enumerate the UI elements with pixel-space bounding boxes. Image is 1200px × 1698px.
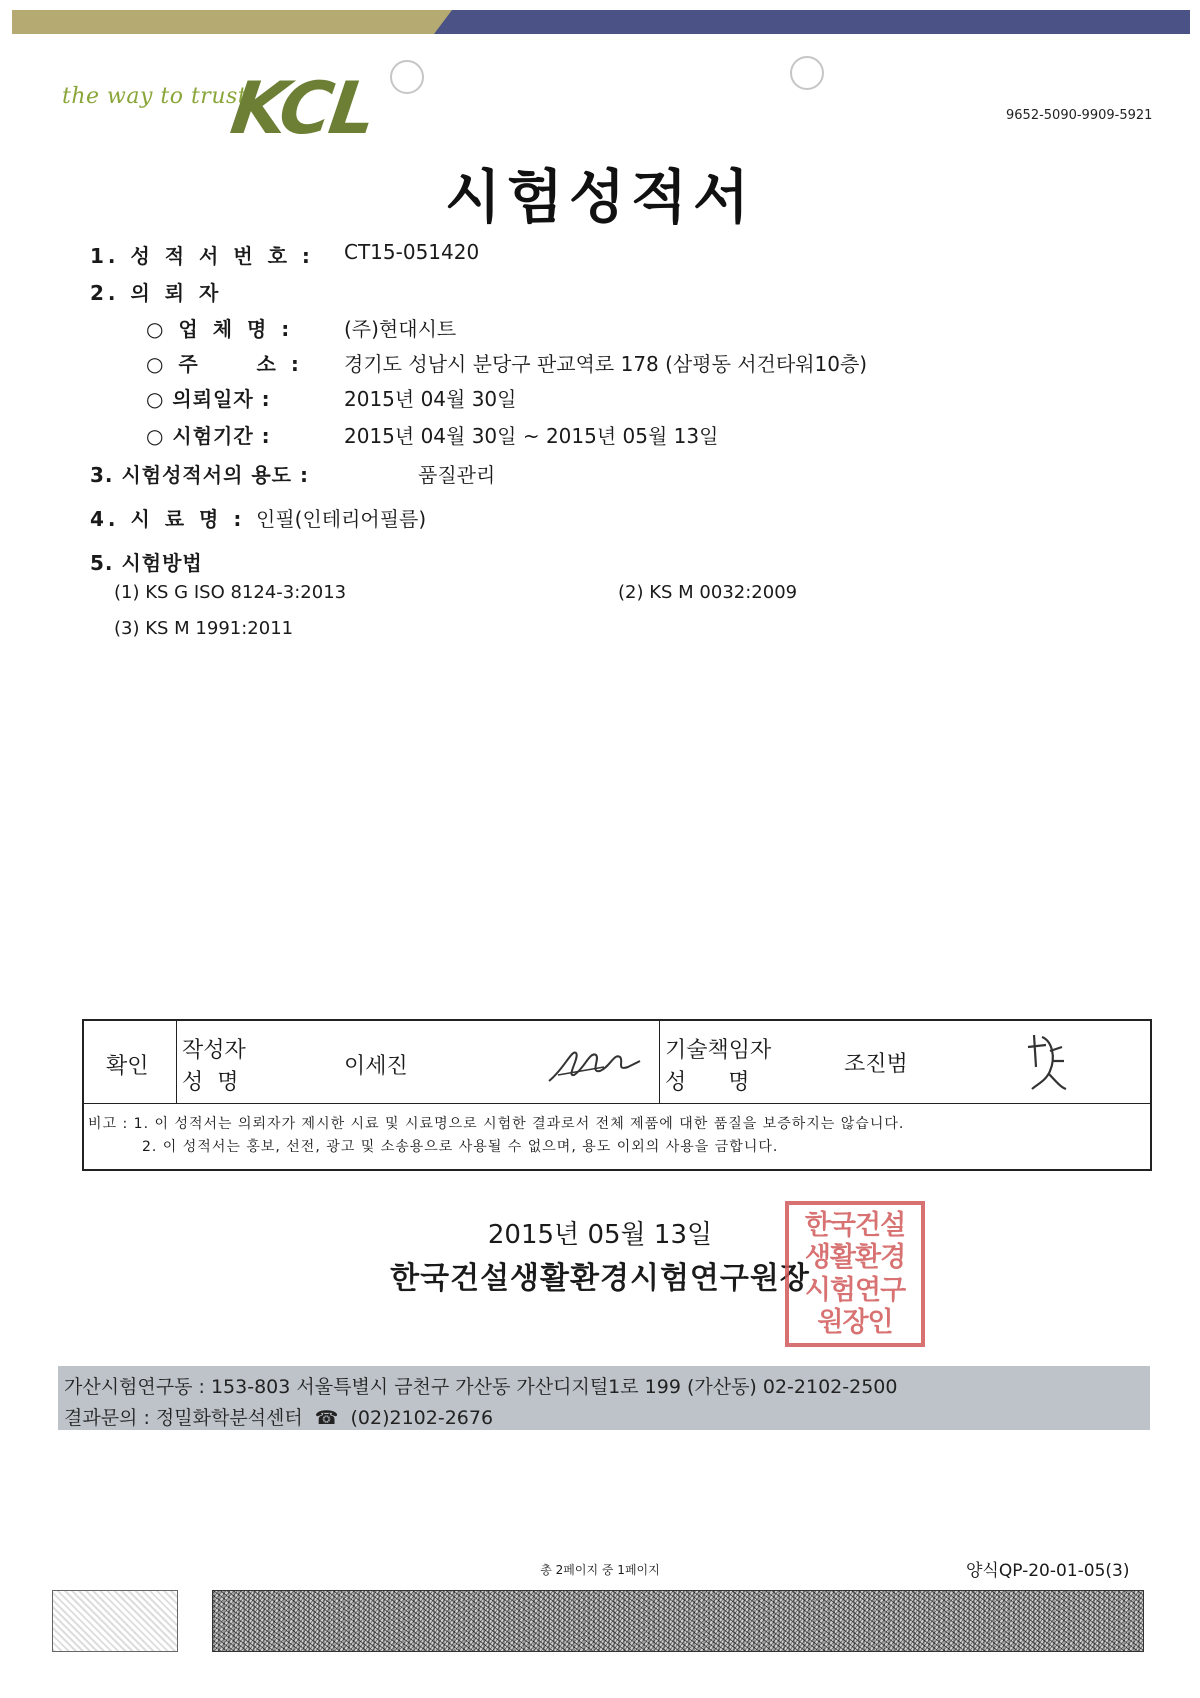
signature-row xyxy=(84,1021,1150,1104)
report-no-label: 1. 성 적 서 번 호 : xyxy=(90,244,314,268)
client-label: 2. 의 뢰 자 xyxy=(90,281,223,305)
phone-icon: ☎ xyxy=(314,1407,339,1429)
page-info: 총 2페이지 중 1페이지 xyxy=(540,1563,660,1577)
method-label: 5. 시험방법 xyxy=(90,551,203,575)
tech-role: 기술책임자 xyxy=(665,1038,772,1063)
test-period-value: 2015년 04월 30일 ~ 2015년 05월 13일 xyxy=(344,424,719,448)
writer-name-label: 성 명 xyxy=(182,1070,239,1095)
company-value: (주)현대시트 xyxy=(344,317,457,341)
contact-label: 결과문의 : 정밀화학분석센터 xyxy=(64,1407,303,1429)
top-color-bar xyxy=(12,10,1190,34)
tagline: the way to trust xyxy=(62,84,248,109)
signature-table xyxy=(82,1019,1152,1171)
writer-role: 작성자 xyxy=(182,1038,246,1063)
document-id: 9652-5090-9909-5921 xyxy=(1006,108,1153,123)
security-pattern-small xyxy=(52,1590,178,1652)
top-bar-right xyxy=(434,10,1190,34)
report-no-value: CT15-051420 xyxy=(344,240,480,264)
company-label: ○ 업 체 명 : xyxy=(146,317,294,341)
test-period-label: ○ 시험기간 : xyxy=(146,424,271,448)
address-label: ○ 주 소 : xyxy=(146,352,303,376)
punch-hole-left xyxy=(390,60,424,94)
tech-name: 조진범 xyxy=(844,1052,908,1077)
punch-hole-right xyxy=(790,56,824,90)
sample-label: 4. 시 료 명 : xyxy=(90,507,246,531)
contact-phone: (02)2102-2676 xyxy=(350,1407,494,1429)
purpose-value: 품질관리 xyxy=(418,463,496,487)
method-item: (3) KS M 1991:2011 xyxy=(114,618,294,639)
tech-signature xyxy=(1022,1027,1072,1097)
issue-date: 2015년 05월 13일 xyxy=(487,1220,713,1250)
form-number: 양식QP-20-01-05(3) xyxy=(966,1561,1130,1581)
result-contact xyxy=(64,1403,493,1430)
issuing-organization: 한국건설생활환경시험연구원장 xyxy=(390,1261,810,1296)
tech-name-label: 성 명 xyxy=(665,1070,750,1095)
note-2: 2. 이 성적서는 홍보, 선전, 광고 및 소송용으로 사용될 수 없으며, 용도 이외의 사용을 금합니다. xyxy=(142,1139,779,1155)
writer-signature xyxy=(544,1039,644,1089)
confirm-label: 확인 xyxy=(106,1054,149,1079)
kcl-logo: KCL xyxy=(226,66,379,150)
lab-address: 가산시험연구동 : 153-803 서울특별시 금천구 가산동 가산디지털1로 199 (가산동) 02-2102-2500 xyxy=(64,1376,898,1398)
request-date-value: 2015년 04월 30일 xyxy=(344,387,517,411)
official-seal: 한국건설 생활환경 시험연구 원장인 xyxy=(785,1201,925,1347)
top-bar-left xyxy=(12,10,452,34)
method-item: (2) KS M 0032:2009 xyxy=(618,582,798,603)
security-pattern-strip xyxy=(212,1590,1144,1652)
address-value: 경기도 성남시 분당구 판교역로 178 (삼평동 서건타워10층) xyxy=(344,352,868,376)
contact-band xyxy=(58,1366,1150,1430)
writer-name: 이세진 xyxy=(344,1054,408,1079)
note-1: 비고 : 1. 이 성적서는 의뢰자가 제시한 시료 및 시료명으로 시험한 결과로서 전체 제품에 대한 품질을 보증하지는 않습니다. xyxy=(88,1116,905,1132)
document-title: 시험성적서 xyxy=(444,163,756,231)
purpose-label: 3. 시험성적서의 용도 : xyxy=(90,463,309,487)
sample-value: 인필(인테리어필름) xyxy=(256,507,427,531)
method-item: (1) KS G ISO 8124-3:2013 xyxy=(114,582,347,603)
request-date-label: ○ 의뢰일자 : xyxy=(146,387,271,411)
